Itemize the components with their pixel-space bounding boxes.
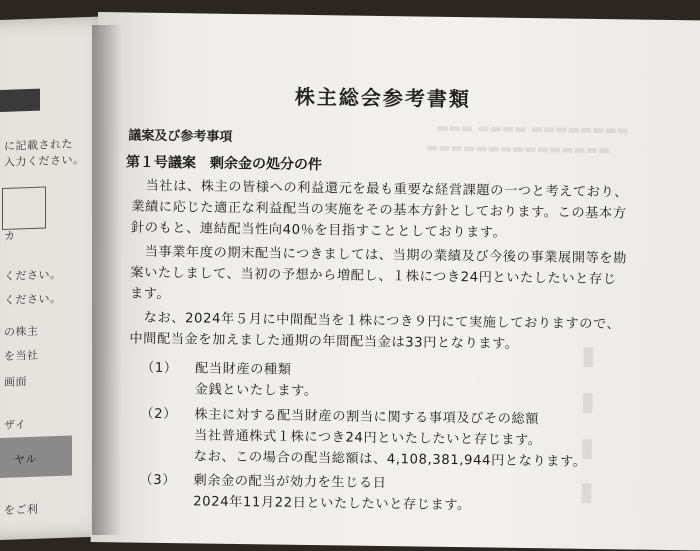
item-heading: 配当財産の種類: [194, 361, 292, 378]
item-number: （1）: [140, 360, 178, 377]
paragraph-line: 針のもと、連結配当性向40％を目指すこととしております。: [130, 220, 507, 241]
left-page-dark-bar: [0, 89, 40, 112]
left-page-line: 入力ください。: [4, 153, 85, 169]
show-through-shading: ▬▬▬ ▬▬▬▬ ▬▬▬▬▬▬▬▬: [436, 120, 630, 139]
paragraph-line: 中間配当金を加えました通期の年間配当金は33円となります。: [129, 331, 519, 352]
left-page-line: を当社: [4, 348, 39, 363]
document-page: [91, 12, 700, 551]
item-heading: 剰余金の配当が効力を生じる日: [193, 473, 387, 492]
item-line: 金銭といたします。: [194, 382, 318, 400]
paragraph-line: なお、2024年５月に中間配当を１株につき９円にて実施しておりますので、: [143, 310, 621, 333]
item-heading: 株主に対する配当財産の割当に関する事項及びその総額: [194, 407, 540, 428]
section-heading: 議案及び参考事項: [128, 128, 233, 145]
item-number: （3）: [139, 472, 177, 489]
paragraph-line: 案いたしまして、当初の予想から増配し、１株につき24円といたしたいと存じ: [130, 265, 617, 288]
left-page-line: ください。: [4, 267, 62, 283]
show-through-shading: ▬▬▬▬▬▬▬▬▬▬▬▬▬▬▬: [426, 140, 611, 159]
item-number: （2）: [140, 406, 178, 423]
left-page-line: カ: [4, 229, 16, 243]
left-page-line: をご利: [4, 502, 39, 517]
item-line: 2024年11月22日といたしたいと存じます。: [193, 494, 471, 514]
paragraph-line: ます。: [129, 286, 171, 303]
agenda-title: 第１号議案 剰余金の処分の件: [125, 154, 322, 174]
left-page-line: ください。: [4, 291, 62, 307]
show-through-shading: ▮: [579, 476, 594, 507]
document-title: 株主総会参考書類: [294, 84, 471, 112]
left-page-line: の株主: [4, 324, 39, 339]
paragraph-line: 業績に応じた適正な利益配当の実施をその基本方針としております。この基本方: [131, 199, 627, 222]
show-through-shading: ▮: [580, 386, 596, 417]
paragraph-line: 当社は、株主の皆様への利益還元を最も重要な経営課題の一つと考えており、: [145, 178, 629, 201]
left-page-line: ザイ: [4, 418, 27, 432]
left-page-line: に記載された: [4, 137, 73, 153]
item-line: なお、この場合の配当総額は、4,108,381,944円となります。: [193, 449, 587, 470]
book-gutter-shadow: [92, 25, 122, 535]
item-line: 当社普通株式１株につき24円といたしたいと存じます。: [193, 428, 542, 449]
show-through-shading: ▮: [579, 432, 595, 463]
left-page-line: 画面: [4, 375, 27, 389]
left-page-line: ヤル: [14, 452, 37, 467]
left-page-diagram-box: [2, 186, 46, 230]
paragraph-line: 当事業年度の期末配当につきましては、当期の業績及び今後の事業展開等を勘: [144, 244, 628, 267]
show-through-shading: ▮: [581, 340, 596, 371]
